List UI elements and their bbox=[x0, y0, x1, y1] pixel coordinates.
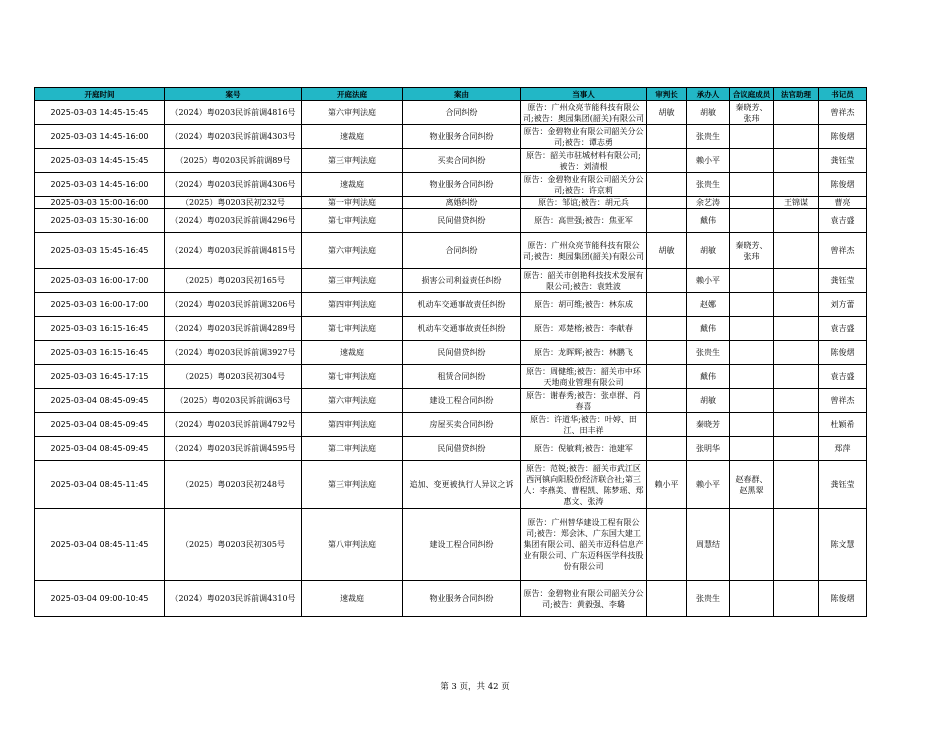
col-header-clerk: 书记员 bbox=[819, 88, 867, 101]
cell-clerk: 龚钰莹 bbox=[819, 461, 867, 509]
cell-cause: 民间借贷纠纷 bbox=[403, 209, 521, 233]
cell-parties: 原告：许道华;被告：叶婷、田江、田丰祥 bbox=[521, 413, 647, 437]
cell-cause: 合同纠纷 bbox=[403, 101, 521, 125]
col-header-case-no: 案号 bbox=[165, 88, 302, 101]
cell-assistant bbox=[774, 341, 819, 365]
cell-parties: 原告：倪敏莉;被告：池建军 bbox=[521, 437, 647, 461]
cell-clerk: 陈俊熠 bbox=[819, 125, 867, 149]
cell-court: 第三审判法庭 bbox=[302, 269, 403, 293]
cell-assistant bbox=[774, 389, 819, 413]
cell-time: 2025-03-03 16:15-16:45 bbox=[35, 341, 165, 365]
cell-presiding bbox=[647, 509, 687, 581]
cell-panel bbox=[730, 197, 774, 209]
cell-clerk: 曹亮 bbox=[819, 197, 867, 209]
cell-assistant bbox=[774, 233, 819, 269]
table-row bbox=[35, 149, 867, 173]
cell-assistant bbox=[774, 101, 819, 125]
cell-handler: 张明华 bbox=[687, 437, 730, 461]
cell-court: 第三审判法庭 bbox=[302, 461, 403, 509]
col-header-court: 开庭法庭 bbox=[302, 88, 403, 101]
cell-parties: 原告：韶关市驻城材料有限公司;被告：刘清根 bbox=[521, 149, 647, 173]
cell-time: 2025-03-03 14:45-16:00 bbox=[35, 125, 165, 149]
cell-case-no: （2024）粤0203民诉前调3927号 bbox=[165, 341, 302, 365]
cell-time: 2025-03-03 16:00-17:00 bbox=[35, 269, 165, 293]
table-row bbox=[35, 413, 867, 437]
table-row bbox=[35, 293, 867, 317]
cell-cause: 机动车交通事故责任纠纷 bbox=[403, 293, 521, 317]
cell-cause: 买卖合同纠纷 bbox=[403, 149, 521, 173]
cell-case-no: （2024）粤0203民诉前调4289号 bbox=[165, 317, 302, 341]
cell-case-no: （2025）粤0203民初304号 bbox=[165, 365, 302, 389]
cell-parties: 原告：广州众亮节能科技有限公司;被告：奥园集团(韶关)有限公司 bbox=[521, 233, 647, 269]
table-row bbox=[35, 101, 867, 125]
cell-time: 2025-03-03 15:45-16:45 bbox=[35, 233, 165, 269]
cell-parties: 原告：韶关市创艳科技技术发展有限公司;被告：袁甡波 bbox=[521, 269, 647, 293]
col-header-handler: 承办人 bbox=[687, 88, 730, 101]
cell-case-no: （2024）粤0203民诉前调4595号 bbox=[165, 437, 302, 461]
cell-assistant bbox=[774, 269, 819, 293]
cell-case-no: （2024）粤0203民诉前调4816号 bbox=[165, 101, 302, 125]
cell-panel bbox=[730, 125, 774, 149]
cell-court: 第四审判法庭 bbox=[302, 413, 403, 437]
cell-parties: 原告：谢春秀;被告：张卓群、肖春喜 bbox=[521, 389, 647, 413]
cell-case-no: （2024）粤0203民诉前调4815号 bbox=[165, 233, 302, 269]
cell-court: 第二审判法庭 bbox=[302, 437, 403, 461]
table-row bbox=[35, 365, 867, 389]
cell-presiding bbox=[647, 149, 687, 173]
cell-handler: 胡敏 bbox=[687, 389, 730, 413]
cell-clerk: 杜颖希 bbox=[819, 413, 867, 437]
cell-panel bbox=[730, 437, 774, 461]
cell-clerk: 陈俊熠 bbox=[819, 341, 867, 365]
page-footer: 第 3 页，共 42 页 bbox=[440, 682, 510, 692]
cell-assistant bbox=[774, 461, 819, 509]
cell-clerk: 陈俊熠 bbox=[819, 581, 867, 617]
cell-panel: 秦晓芳、张玮 bbox=[730, 101, 774, 125]
cell-clerk: 袁吉盛 bbox=[819, 317, 867, 341]
cell-assistant bbox=[774, 317, 819, 341]
cell-clerk: 袁吉盛 bbox=[819, 365, 867, 389]
cell-cause: 损害公司利益责任纠纷 bbox=[403, 269, 521, 293]
cell-panel bbox=[730, 389, 774, 413]
cell-parties: 原告：龙晖辉;被告：林鹏飞 bbox=[521, 341, 647, 365]
table-row bbox=[35, 125, 867, 149]
cell-clerk: 刘方蕾 bbox=[819, 293, 867, 317]
cell-panel bbox=[730, 581, 774, 617]
cell-handler: 胡敏 bbox=[687, 233, 730, 269]
cell-panel bbox=[730, 209, 774, 233]
cell-panel bbox=[730, 341, 774, 365]
cell-case-no: （2024）粤0203民诉前调4306号 bbox=[165, 173, 302, 197]
cell-handler: 戴伟 bbox=[687, 365, 730, 389]
cell-clerk: 龚钰莹 bbox=[819, 149, 867, 173]
cell-panel bbox=[730, 365, 774, 389]
cell-time: 2025-03-04 08:45-09:45 bbox=[35, 413, 165, 437]
cell-time: 2025-03-03 14:45-15:45 bbox=[35, 101, 165, 125]
table-body bbox=[35, 101, 867, 617]
table-row bbox=[35, 269, 867, 293]
cell-time: 2025-03-03 14:45-16:00 bbox=[35, 173, 165, 197]
cell-presiding bbox=[647, 125, 687, 149]
cell-time: 2025-03-03 15:30-16:00 bbox=[35, 209, 165, 233]
cell-court: 速裁庭 bbox=[302, 341, 403, 365]
table-row bbox=[35, 173, 867, 197]
cell-parties: 原告：范锐;被告：韶关市武江区西河镇向阳股份经济联合社;第三人：李燕美、曹程凯、陈梦瑶、郑惠文、张涛 bbox=[521, 461, 647, 509]
cell-panel bbox=[730, 317, 774, 341]
cell-handler: 赖小平 bbox=[687, 461, 730, 509]
table-header-row bbox=[35, 88, 867, 101]
cell-assistant bbox=[774, 173, 819, 197]
cell-panel: 秦晓芳、张玮 bbox=[730, 233, 774, 269]
cell-handler: 周慧结 bbox=[687, 509, 730, 581]
cell-clerk: 郑萍 bbox=[819, 437, 867, 461]
col-header-parties: 当事人 bbox=[521, 88, 647, 101]
cell-court: 第三审判法庭 bbox=[302, 149, 403, 173]
cell-court: 第七审判法庭 bbox=[302, 317, 403, 341]
cell-panel: 赵春群、赵黑翠 bbox=[730, 461, 774, 509]
cell-clerk: 陈俊熠 bbox=[819, 173, 867, 197]
cell-court: 第六审判法庭 bbox=[302, 101, 403, 125]
cell-cause: 民间借贷纠纷 bbox=[403, 437, 521, 461]
cell-assistant bbox=[774, 149, 819, 173]
cell-presiding bbox=[647, 209, 687, 233]
cell-panel bbox=[730, 293, 774, 317]
cell-cause: 物业服务合同纠纷 bbox=[403, 173, 521, 197]
cell-presiding bbox=[647, 413, 687, 437]
cell-clerk: 龚钰莹 bbox=[819, 269, 867, 293]
cell-cause: 建设工程合同纠纷 bbox=[403, 389, 521, 413]
cell-presiding bbox=[647, 269, 687, 293]
cell-case-no: （2025）粤0203民诉前调63号 bbox=[165, 389, 302, 413]
cell-parties: 原告：周健维;被告：韶关市中环天地商业管理有限公司 bbox=[521, 365, 647, 389]
cell-case-no: （2025）粤0203民初232号 bbox=[165, 197, 302, 209]
cell-cause: 物业服务合同纠纷 bbox=[403, 125, 521, 149]
cell-parties: 原告：金碧物业有限公司韶关分公司;被告：黄毅强、李璐 bbox=[521, 581, 647, 617]
table-row bbox=[35, 389, 867, 413]
cell-time: 2025-03-04 08:45-11:45 bbox=[35, 461, 165, 509]
cell-presiding bbox=[647, 293, 687, 317]
cell-panel bbox=[730, 509, 774, 581]
cell-court: 速裁庭 bbox=[302, 581, 403, 617]
cell-case-no: （2025）粤0203民初165号 bbox=[165, 269, 302, 293]
cell-assistant bbox=[774, 125, 819, 149]
cell-cause: 追加、变更被执行人异议之诉 bbox=[403, 461, 521, 509]
cell-court: 第七审判法庭 bbox=[302, 365, 403, 389]
cell-clerk: 袁吉盛 bbox=[819, 209, 867, 233]
hearing-schedule-table bbox=[34, 87, 867, 617]
cell-cause: 建设工程合同纠纷 bbox=[403, 509, 521, 581]
cell-presiding bbox=[647, 173, 687, 197]
table-row bbox=[35, 197, 867, 209]
cell-cause: 机动车交通事故责任纠纷 bbox=[403, 317, 521, 341]
cell-case-no: （2024）粤0203民诉前调4310号 bbox=[165, 581, 302, 617]
table-row bbox=[35, 437, 867, 461]
cell-clerk: 曾祥杰 bbox=[819, 101, 867, 125]
cell-time: 2025-03-04 08:45-09:45 bbox=[35, 437, 165, 461]
cell-handler: 张贵生 bbox=[687, 125, 730, 149]
cell-handler: 赖小平 bbox=[687, 269, 730, 293]
cell-panel bbox=[730, 269, 774, 293]
col-header-assistant: 法官助理 bbox=[774, 88, 819, 101]
cell-parties: 原告：广州替华建设工程有限公司;被告：郑会沐、广东国大建工集团有限公司、韶关市迈科信息产业有限公司、广东迈科医学科技股份有限公司 bbox=[521, 509, 647, 581]
cell-panel bbox=[730, 173, 774, 197]
cell-parties: 原告：金碧物业有限公司韶关分公司;被告：谭志勇 bbox=[521, 125, 647, 149]
cell-assistant bbox=[774, 209, 819, 233]
cell-parties: 原告：广州众亮节能科技有限公司;被告：奥园集团(韶关)有限公司 bbox=[521, 101, 647, 125]
cell-cause: 物业服务合同纠纷 bbox=[403, 581, 521, 617]
col-header-cause: 案由 bbox=[403, 88, 521, 101]
cell-case-no: （2025）粤0203民初305号 bbox=[165, 509, 302, 581]
cell-presiding bbox=[647, 437, 687, 461]
cell-time: 2025-03-04 08:45-09:45 bbox=[35, 389, 165, 413]
cell-court: 第七审判法庭 bbox=[302, 209, 403, 233]
cell-presiding bbox=[647, 317, 687, 341]
cell-cause: 民间借贷纠纷 bbox=[403, 341, 521, 365]
cell-parties: 原告：高世强;被告：焦亚军 bbox=[521, 209, 647, 233]
cell-handler: 戴伟 bbox=[687, 317, 730, 341]
cell-parties: 原告：胡可维;被告：林东成 bbox=[521, 293, 647, 317]
table-row bbox=[35, 581, 867, 617]
cell-panel bbox=[730, 413, 774, 437]
cell-handler: 赵娜 bbox=[687, 293, 730, 317]
cell-clerk: 曾祥杰 bbox=[819, 389, 867, 413]
cell-presiding bbox=[647, 581, 687, 617]
cell-time: 2025-03-03 16:45-17:15 bbox=[35, 365, 165, 389]
cell-time: 2025-03-03 14:45-15:45 bbox=[35, 149, 165, 173]
cell-case-no: （2025）粤0203民诉前调89号 bbox=[165, 149, 302, 173]
cell-case-no: （2024）粤0203民诉前调4296号 bbox=[165, 209, 302, 233]
cell-time: 2025-03-04 08:45-11:45 bbox=[35, 509, 165, 581]
cell-court: 第六审判法庭 bbox=[302, 233, 403, 269]
cell-cause: 合同纠纷 bbox=[403, 233, 521, 269]
col-header-time: 开庭时间 bbox=[35, 88, 165, 101]
cell-parties: 原告：金碧物业有限公司韶关分公司;被告：许京莉 bbox=[521, 173, 647, 197]
cell-parties: 原告：邹谊;被告：胡元兵 bbox=[521, 197, 647, 209]
cell-clerk: 陈文慧 bbox=[819, 509, 867, 581]
cell-time: 2025-03-04 09:00-10:45 bbox=[35, 581, 165, 617]
table-row bbox=[35, 509, 867, 581]
cell-court: 第八审判法庭 bbox=[302, 509, 403, 581]
cell-handler: 张贵生 bbox=[687, 173, 730, 197]
cell-court: 速裁庭 bbox=[302, 125, 403, 149]
cell-assistant bbox=[774, 365, 819, 389]
table-row bbox=[35, 317, 867, 341]
cell-court: 第一审判法庭 bbox=[302, 197, 403, 209]
cell-handler: 秦晓芳 bbox=[687, 413, 730, 437]
cell-assistant bbox=[774, 413, 819, 437]
table-row bbox=[35, 233, 867, 269]
cell-assistant bbox=[774, 509, 819, 581]
cell-cause: 离婚纠纷 bbox=[403, 197, 521, 209]
cell-court: 速裁庭 bbox=[302, 173, 403, 197]
cell-case-no: （2024）粤0203民诉前调4303号 bbox=[165, 125, 302, 149]
cell-time: 2025-03-03 16:00-17:00 bbox=[35, 293, 165, 317]
cell-assistant: 王锦谋 bbox=[774, 197, 819, 209]
cell-handler: 张贵生 bbox=[687, 341, 730, 365]
cell-case-no: （2024）粤0203民诉前调4792号 bbox=[165, 413, 302, 437]
table-row bbox=[35, 461, 867, 509]
cell-cause: 租赁合同纠纷 bbox=[403, 365, 521, 389]
cell-presiding bbox=[647, 341, 687, 365]
cell-case-no: （2025）粤0203民初248号 bbox=[165, 461, 302, 509]
cell-case-no: （2024）粤0203民诉前调3206号 bbox=[165, 293, 302, 317]
cell-presiding: 胡敏 bbox=[647, 101, 687, 125]
col-header-presiding: 审判长 bbox=[647, 88, 687, 101]
cell-handler: 余艺涛 bbox=[687, 197, 730, 209]
cell-presiding: 胡敏 bbox=[647, 233, 687, 269]
cell-cause: 房屋买卖合同纠纷 bbox=[403, 413, 521, 437]
cell-time: 2025-03-03 16:15-16:45 bbox=[35, 317, 165, 341]
cell-parties: 原告：邓楚榕;被告：李献春 bbox=[521, 317, 647, 341]
cell-panel bbox=[730, 149, 774, 173]
cell-court: 第四审判法庭 bbox=[302, 293, 403, 317]
table-row bbox=[35, 209, 867, 233]
cell-presiding bbox=[647, 197, 687, 209]
col-header-panel: 合议庭成员 bbox=[730, 88, 774, 101]
cell-assistant bbox=[774, 581, 819, 617]
table-row bbox=[35, 341, 867, 365]
cell-presiding bbox=[647, 365, 687, 389]
cell-assistant bbox=[774, 293, 819, 317]
cell-time: 2025-03-03 15:00-16:00 bbox=[35, 197, 165, 209]
cell-handler: 张贵生 bbox=[687, 581, 730, 617]
cell-handler: 赖小平 bbox=[687, 149, 730, 173]
cell-court: 第六审判法庭 bbox=[302, 389, 403, 413]
cell-handler: 戴伟 bbox=[687, 209, 730, 233]
cell-clerk: 曾祥杰 bbox=[819, 233, 867, 269]
cell-assistant bbox=[774, 437, 819, 461]
cell-presiding: 赖小平 bbox=[647, 461, 687, 509]
cell-presiding bbox=[647, 389, 687, 413]
cell-handler: 胡敏 bbox=[687, 101, 730, 125]
